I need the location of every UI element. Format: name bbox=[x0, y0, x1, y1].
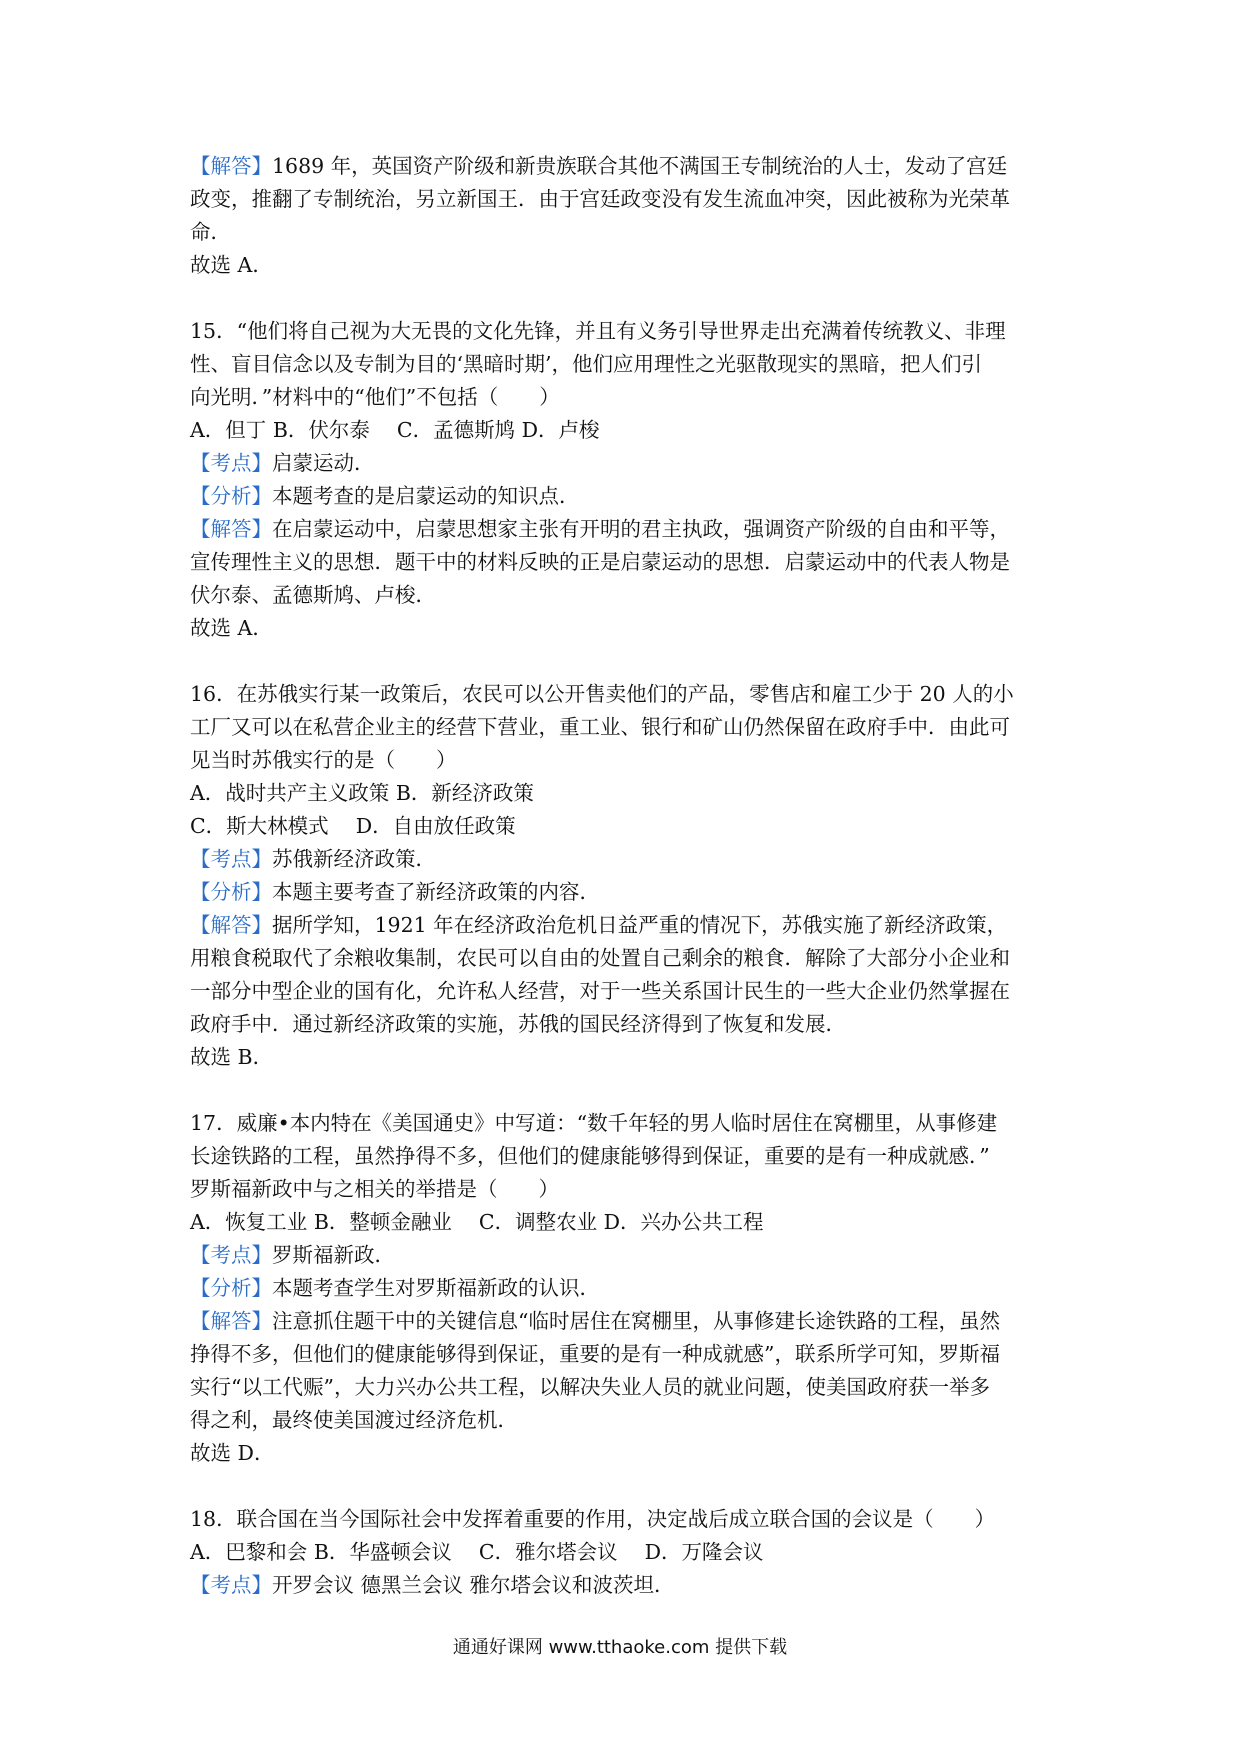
page-footer: 通通好课网 www.tthaoke.com 提供下载 bbox=[452, 1637, 788, 1658]
text-line bbox=[190, 1503, 1060, 1536]
text-line bbox=[190, 150, 1060, 183]
line-text: 故选 D． bbox=[190, 1441, 275, 1465]
section-tag: 【分析】 bbox=[190, 1276, 272, 1300]
line-text: A．战时共产主义政策 B．新经济政策 bbox=[190, 781, 534, 805]
text-line bbox=[190, 414, 1060, 447]
section-tag: 【考点】 bbox=[190, 451, 272, 475]
text-line bbox=[190, 810, 1060, 843]
line-text: 开罗会议 德黑兰会议 雅尔塔会议和波茨坦． bbox=[272, 1573, 675, 1597]
text-line bbox=[190, 1008, 1060, 1041]
text-line bbox=[190, 546, 1060, 579]
section-tag: 【解答】 bbox=[190, 517, 272, 541]
section-tag: 【解答】 bbox=[190, 913, 272, 937]
text-line bbox=[190, 843, 1060, 876]
line-text: 故选 A． bbox=[190, 253, 273, 277]
section-tag: 【考点】 bbox=[190, 1243, 272, 1267]
line-text: 在启蒙运动中，启蒙思想家主张有开明的君主执政，强调资产阶级的自由和平等， bbox=[272, 517, 1010, 541]
line-text: 向光明．”材料中的“他们”不包括（ ） bbox=[190, 385, 560, 409]
line-text: 18．联合国在当今国际社会中发挥着重要的作用，决定战后成立联合国的会议是（ ） bbox=[190, 1507, 996, 1531]
line-text: A．但丁 B．伏尔泰 C．孟德斯鸠 D．卢梭 bbox=[190, 418, 600, 442]
text-line bbox=[190, 612, 1060, 645]
text-line bbox=[190, 1173, 1060, 1206]
text-line bbox=[190, 1437, 1060, 1470]
text-line bbox=[190, 909, 1060, 942]
line-text: 罗斯福新政． bbox=[272, 1243, 395, 1267]
line-text: 命． bbox=[190, 220, 231, 244]
line-text: 挣得不多，但他们的健康能够得到保证，重要的是有一种成就感”，联系所学可知，罗斯福 bbox=[190, 1342, 1000, 1366]
line-text: 16．在苏俄实行某一政策后，农民可以公开售卖他们的产品，零售店和雇工少于 20 人的小 bbox=[190, 682, 1014, 706]
line-text: 用粮食税取代了余粮收集制，农民可以自由的处置自己剩余的粮食．解除了大部分小企业和 bbox=[190, 946, 1010, 970]
line-text: 1689 年，英国资产阶级和新贵族联合其他不满国王专制统治的人士，发动了宫廷 bbox=[272, 154, 1008, 178]
document-body bbox=[190, 150, 1060, 1602]
text-line bbox=[190, 216, 1060, 249]
text-line bbox=[190, 942, 1060, 975]
line-text: 得之利，最终使美国渡过经济危机． bbox=[190, 1408, 518, 1432]
line-text: 本题考查的是启蒙运动的知识点． bbox=[272, 484, 580, 508]
line-text: 15．“他们将自己视为大无畏的文化先锋，并且有义务引导世界走出充满着传统教义、非理 bbox=[190, 319, 1006, 343]
text-line bbox=[190, 381, 1060, 414]
line-text: 17．威廉•本内特在《美国通史》中写道：“数千年轻的男人临时居住在窝棚里，从事修建 bbox=[190, 1111, 998, 1135]
text-line bbox=[190, 1404, 1060, 1437]
section-tag: 【分析】 bbox=[190, 484, 272, 508]
line-text: 长途铁路的工程，虽然挣得不多，但他们的健康能够得到保证，重要的是有一种成就感．” bbox=[190, 1144, 990, 1168]
line-text: 一部分中型企业的国有化，允许私人经营，对于一些关系国计民生的一些大企业仍然掌握在 bbox=[190, 979, 1010, 1003]
text-line bbox=[190, 249, 1060, 282]
line-text: 故选 B． bbox=[190, 1045, 274, 1069]
line-text: 苏俄新经济政策． bbox=[272, 847, 436, 871]
line-text: 实行“以工代赈”，大力兴办公共工程，以解决失业人员的就业问题，使美国政府获一举多 bbox=[190, 1375, 990, 1399]
section-tag: 【考点】 bbox=[190, 1573, 272, 1597]
text-line bbox=[190, 1338, 1060, 1371]
line-text: 本题主要考查了新经济政策的内容． bbox=[272, 880, 600, 904]
text-line bbox=[190, 480, 1060, 513]
line-text: 政变，推翻了专制统治，另立新国王．由于宫廷政变没有发生流血冲突，因此被称为光荣革 bbox=[190, 187, 1010, 211]
line-text: 伏尔泰、孟德斯鸠、卢梭． bbox=[190, 583, 436, 607]
text-line bbox=[190, 315, 1060, 348]
line-text: 启蒙运动． bbox=[272, 451, 375, 475]
text-line bbox=[190, 975, 1060, 1008]
text-line bbox=[190, 1371, 1060, 1404]
text-line bbox=[190, 1569, 1060, 1602]
text-line bbox=[190, 777, 1060, 810]
text-line bbox=[190, 348, 1060, 381]
line-text: A．巴黎和会 B．华盛顿会议 C．雅尔塔会议 D．万隆会议 bbox=[190, 1540, 764, 1564]
text-line bbox=[190, 1206, 1060, 1239]
text-line bbox=[190, 1107, 1060, 1140]
section-tag: 【考点】 bbox=[190, 847, 272, 871]
text-line bbox=[190, 876, 1060, 909]
section-tag: 【解答】 bbox=[190, 154, 272, 178]
line-text: C．斯大林模式 D．自由放任政策 bbox=[190, 814, 516, 838]
section-tag: 【解答】 bbox=[190, 1309, 272, 1333]
line-text: 罗斯福新政中与之相关的举措是（ ） bbox=[190, 1177, 559, 1201]
paragraph-gap bbox=[190, 1470, 1060, 1503]
paragraph-gap bbox=[190, 1074, 1060, 1107]
paragraph-gap bbox=[190, 282, 1060, 315]
line-text: 政府手中．通过新经济政策的实施，苏俄的国民经济得到了恢复和发展． bbox=[190, 1012, 846, 1036]
text-line bbox=[190, 1272, 1060, 1305]
paragraph-gap bbox=[190, 645, 1060, 678]
text-line bbox=[190, 1140, 1060, 1173]
section-tag: 【分析】 bbox=[190, 880, 272, 904]
line-text: 本题考查学生对罗斯福新政的认识． bbox=[272, 1276, 600, 1300]
text-line bbox=[190, 1536, 1060, 1569]
line-text: A．恢复工业 B．整顿金融业 C．调整农业 D．兴办公共工程 bbox=[190, 1210, 764, 1234]
line-text: 注意抓住题干中的关键信息“临时居住在窝棚里，从事修建长途铁路的工程，虽然 bbox=[272, 1309, 1000, 1333]
line-text: 性、盲目信念以及专制为目的‘黑暗时期’，他们应用理性之光驱散现实的黑暗，把人们引 bbox=[190, 352, 983, 376]
text-line bbox=[190, 1239, 1060, 1272]
text-line bbox=[190, 183, 1060, 216]
text-line bbox=[190, 678, 1060, 711]
line-text: 见当时苏俄实行的是（ ） bbox=[190, 748, 457, 772]
text-line bbox=[190, 447, 1060, 480]
text-line bbox=[190, 711, 1060, 744]
text-line bbox=[190, 1305, 1060, 1338]
text-line bbox=[190, 1041, 1060, 1074]
text-line bbox=[190, 744, 1060, 777]
line-text: 故选 A． bbox=[190, 616, 273, 640]
line-text: 宣传理性主义的思想．题干中的材料反映的正是启蒙运动的思想．启蒙运动中的代表人物是 bbox=[190, 550, 1010, 574]
text-line bbox=[190, 579, 1060, 612]
line-text: 工厂又可以在私营企业主的经营下营业，重工业、银行和矿山仍然保留在政府手中．由此可 bbox=[190, 715, 1010, 739]
text-line bbox=[190, 513, 1060, 546]
line-text: 据所学知，1921 年在经济政治危机日益严重的情况下，苏俄实施了新经济政策， bbox=[272, 913, 1008, 937]
